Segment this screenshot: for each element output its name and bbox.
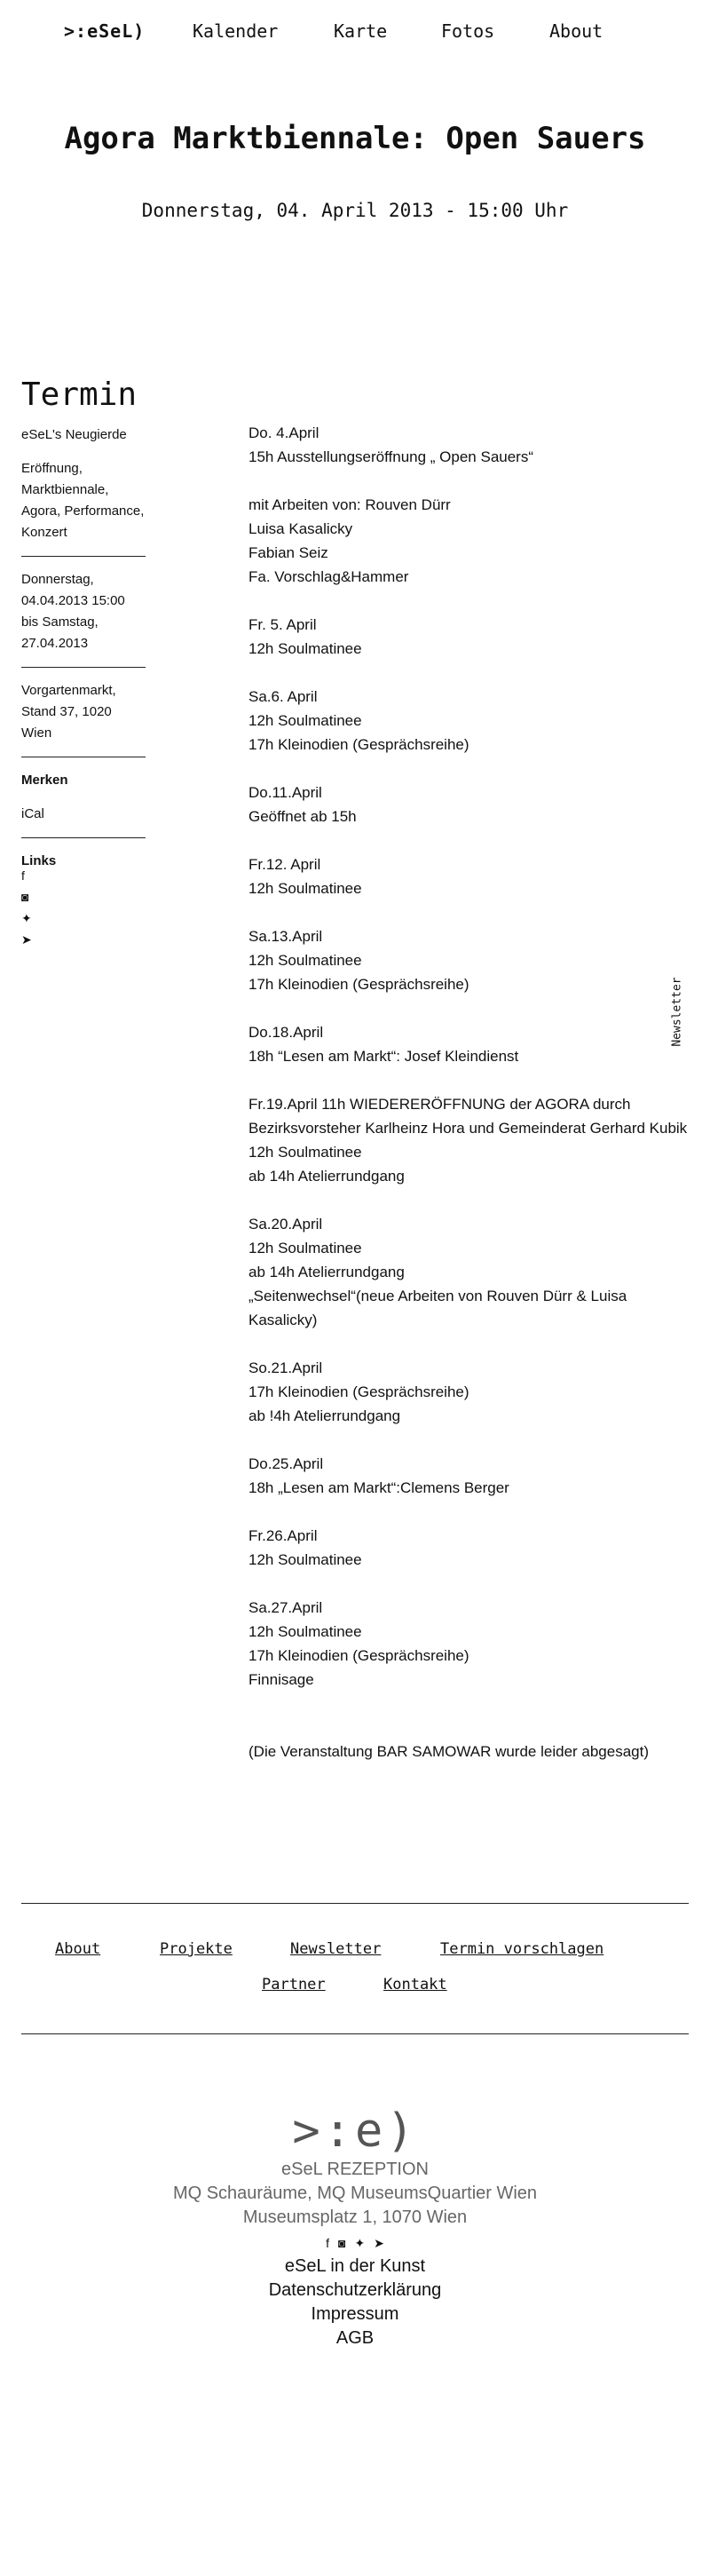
program-line: Do.11.April (248, 784, 322, 801)
categories[interactable]: Eröffnung, Marktbiennale, Agora, Performance, Konzert (21, 461, 145, 540)
facebook-icon[interactable]: f (326, 2236, 329, 2250)
program-spacer (248, 1716, 692, 1740)
program-line: (Die Veranstaltung BAR SAMOWAR wurde leider abgesagt) (248, 1743, 650, 1760)
sidebar-social-links (21, 865, 146, 950)
program-line: mit Arbeiten von: Rouven Dürr (248, 496, 451, 513)
top-navigation (0, 16, 710, 52)
footer-social-links (0, 2233, 710, 2253)
footer-link-termin-vorschlagen[interactable]: Termin vorschlagen (440, 1940, 604, 1958)
program-line: 12h Soulmatinee (248, 1144, 362, 1161)
program-line: Sa.27.April (248, 1599, 323, 1616)
program-spacer (248, 589, 692, 613)
footer-link-projekte[interactable]: Projekte (160, 1940, 233, 1958)
event-program (248, 421, 692, 1764)
program-line: Fr. 5. April (248, 616, 317, 633)
newsletter-tab-label: Newsletter (670, 977, 684, 1047)
instagram-icon[interactable]: ◙ (337, 2236, 346, 2250)
program-spacer (248, 828, 692, 852)
footer-rule-top (21, 1903, 689, 1904)
nav-fotos[interactable]: Fotos (441, 20, 495, 42)
program-line: 12h Soulmatinee (248, 1551, 362, 1568)
program-spacer (248, 1068, 692, 1092)
program-line: So.21.April (248, 1359, 323, 1376)
footer-link-agb[interactable]: AGB (335, 2328, 375, 2348)
site-logo[interactable]: >:eSeL) (64, 20, 146, 42)
nav-karte[interactable]: Karte (334, 20, 388, 42)
merken-label: Merken (21, 773, 68, 788)
footer-link-kontakt[interactable]: Kontakt (383, 1976, 447, 1993)
event-dates: Donnerstag, 04.04.2013 15:00 bis Samstag, 27.04.2013 (21, 572, 125, 651)
nav-about[interactable]: About (549, 20, 604, 42)
program-line: ab 14h Atelierrundgang (248, 1168, 405, 1185)
twitter-icon[interactable]: ✦ (354, 2236, 366, 2250)
event-location[interactable]: Vorgartenmarkt, Stand 37, 1020 Wien (21, 683, 116, 741)
program-line: Luisa Kasalicky (248, 520, 353, 537)
telegram-icon[interactable]: ➤ (21, 932, 32, 947)
program-line: ab 14h Atelierrundgang (248, 1264, 405, 1280)
footer-name: eSeL REZEPTION (281, 2160, 429, 2179)
program-spacer (248, 1428, 692, 1452)
instagram-icon[interactable]: ◙ (21, 890, 29, 904)
program-line: Sa.20.April (248, 1216, 323, 1233)
program-line: 12h Soulmatinee (248, 640, 362, 657)
event-sidebar (21, 373, 146, 950)
program-line: 15h Ausstellungseröffnung „ Open Sauers“ (248, 448, 534, 465)
footer-link-newsletter[interactable]: Newsletter (290, 1940, 382, 1958)
footer-link-impressum[interactable]: Impressum (311, 2304, 399, 2324)
ical-link[interactable]: iCal (21, 806, 44, 821)
program-line: Fabian Seiz (248, 544, 328, 561)
program-spacer (248, 900, 692, 924)
program-line: 12h Soulmatinee (248, 712, 362, 729)
program-line: Do.18.April (248, 1024, 324, 1041)
program-line: Do. 4.April (248, 424, 320, 441)
program-line: 12h Soulmatinee (248, 952, 362, 969)
program-line: Fr.26.April (248, 1527, 318, 1544)
event-title: Agora Marktbiennale: Open Sauers (64, 121, 646, 156)
program-spacer (248, 661, 692, 685)
program-line: Finnisage (248, 1671, 314, 1688)
program-line: Do.25.April (248, 1455, 324, 1472)
program-line: „Seitenwechsel“(neue Arbeiten von Rouven Dürr & Luisa Kasalicky) (248, 1288, 627, 1328)
program-line: 18h „Lesen am Markt“:Clemens Berger (248, 1479, 509, 1496)
divider (21, 667, 146, 668)
program-line: ab !4h Atelierrundgang (248, 1407, 401, 1424)
program-line: 12h Soulmatinee (248, 1240, 362, 1256)
facebook-icon[interactable]: f (21, 868, 25, 883)
twitter-icon[interactable]: ✦ (21, 911, 32, 925)
footer-link-about[interactable]: About (55, 1940, 101, 1958)
newsletter-tab[interactable] (667, 975, 692, 1050)
site-footer (0, 2104, 710, 2350)
footer-logo[interactable]: >:e) (292, 2104, 418, 2158)
links-label: Links (21, 853, 57, 865)
footer-link-partner[interactable]: Partner (262, 1976, 326, 1993)
divider (21, 556, 146, 557)
footer-rule-bottom (21, 2033, 689, 2034)
telegram-icon[interactable]: ➤ (374, 2236, 384, 2250)
divider (21, 837, 146, 838)
footer-link-datenschutz[interactable]: Datenschutzerklärung (268, 2280, 442, 2300)
program-spacer (248, 1572, 692, 1596)
sidebar-heading: Termin (21, 376, 138, 413)
nav-kalender[interactable]: Kalender (193, 20, 279, 42)
event-datetime: Donnerstag, 04. April 2013 - 15:00 Uhr (141, 200, 569, 221)
program-line: 17h Kleinodien (Gesprächsreihe) (248, 736, 469, 753)
program-line: Geöffnet ab 15h (248, 808, 357, 825)
program-line: 18h “Lesen am Markt“: Josef Kleindienst (248, 1048, 519, 1065)
program-line: 12h Soulmatinee (248, 880, 362, 897)
program-line: Sa.13.April (248, 928, 323, 945)
program-line: 17h Kleinodien (Gesprächsreihe) (248, 976, 469, 993)
program-spacer (248, 757, 692, 781)
program-line: Fr.12. April (248, 856, 321, 873)
footer-link-esel-kunst[interactable]: eSeL in der Kunst (284, 2256, 426, 2276)
program-line: 17h Kleinodien (Gesprächsreihe) (248, 1647, 469, 1664)
program-line: 12h Soulmatinee (248, 1623, 362, 1640)
program-line: 17h Kleinodien (Gesprächsreihe) (248, 1383, 469, 1400)
program-line: Fr.19.April 11h WIEDERERÖFFNUNG der AGORA durch Bezirksvorsteher Karlheinz Hora und Gemeinderat Gerhard Kubik (248, 1096, 688, 1137)
footer-venue: MQ Schauräume, MQ MuseumsQuartier Wien (172, 2184, 538, 2203)
curator[interactable]: eSeL's Neugierde (21, 427, 127, 442)
program-line: Fa. Vorschlag&Hammer (248, 568, 409, 585)
footer-address: Museumsplatz 1, 1070 Wien (242, 2207, 468, 2227)
program-spacer (248, 996, 692, 1020)
program-spacer (248, 1500, 692, 1524)
program-spacer (248, 1332, 692, 1356)
program-spacer (248, 1692, 692, 1716)
program-spacer (248, 1188, 692, 1212)
program-spacer (248, 469, 692, 493)
program-line: Sa.6. April (248, 688, 318, 705)
